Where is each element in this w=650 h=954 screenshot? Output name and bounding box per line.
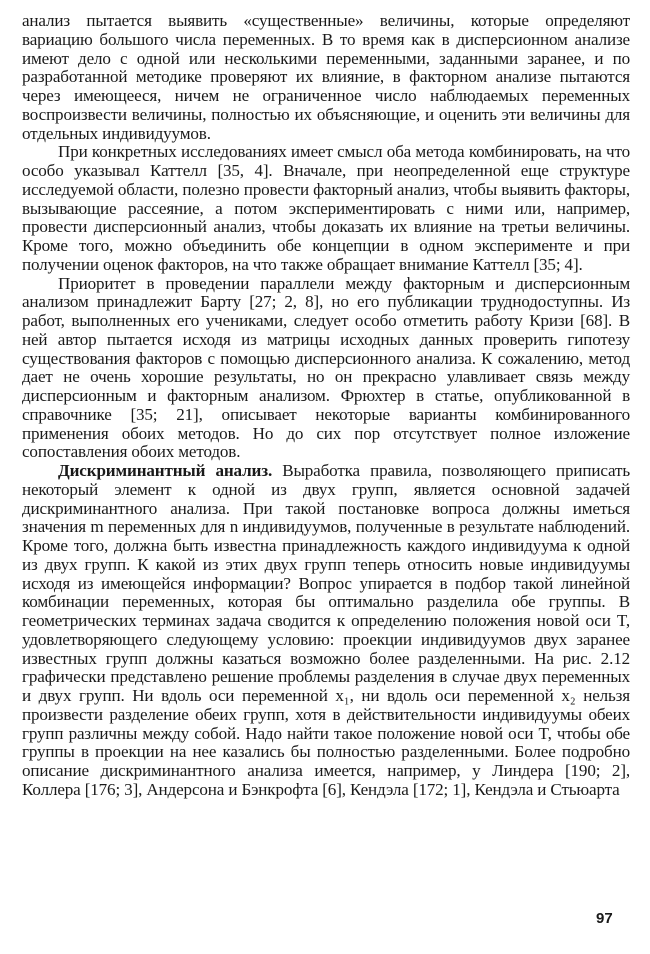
paragraph-discriminant-analysis — [22, 462, 630, 800]
paragraph-combining-methods: При конкретных исследованиях имеет смысл оба метода комбинировать, на что особо указывал Каттелл [35, 4]. Вначале, при неопределенной еще структуре исследуемой области, полезно провести факторный анализ, чтобы выявить факторы, вызывающие рассеяние, а потом экспериментировать с ними или, например, провести дисперсионный анализ, чтобы доказать их влияние на третьи величины. Кроме того, можно объединить обе концепции в одном эксперименте и при получении оценок факторов, на что также обращает внимание Каттелл [35; 4]. — [22, 142, 630, 274]
paragraph-factor-analysis-continuation: анализ пытается выявить «существенные» величины, которые определяют вариацию большого числа переменных. В то время как в дисперсионном анализе имеют дело с одной или несколькими переменными, заданными заранее, и по разработанной методике проверяют их влияние, в факторном анализе пытаются через имеющееся, ничем не ограниченное число наблюдаемых переменных воспроизвести величины, полностью их объясняющие, и оценить эти величины для отдельных индивидуумов. — [22, 11, 630, 143]
run-in-heading: Дискриминантный анализ. — [58, 461, 273, 480]
page-number: 97 — [596, 910, 613, 927]
paragraph-priority: Приоритет в проведении параллели между факторным и дисперсионным анализом принадлежит Барту [27; 2, 8], но его публикации труднодоступны. Из работ, выполненных его учениками, следует особо отметить работу Кризи [68]. В ней автор пытается исходя из матрицы исходных данных проверить гипотезу существования факторов с помощью дисперсионного анализа. К сожалению, метод дает не очень хорошие результаты, но он прекрасно улавливает связь между дисперсионным и факторным анализом. Фрюхтер в статье, опубликованной в справочнике [35; 21], описывает некоторые варианты комбинированного применения обоих методов. Но до сих пор отсутствует полное изложение сопоставления обоих методов. — [22, 273, 630, 462]
body-text — [22, 12, 630, 800]
paragraph-discriminant-text: Выработка правила, позволяющего приписать некоторый элемент к одной из двух групп, является основной задачей дискриминантного анализа. При такой постановке вопроса должны иметься значения m переменных для n индивидуумов, полученные в результате наблюдений. Кроме того, должна быть известна принадлежность каждого индивидуума к одной из двух групп. К какой из этих двух групп теперь относить новые индивидуумы исходя из имеющейся информации? Вопрос упирается в подбор такой линейной комбинации переменных, которая бы оптимально разделила обе группы. В геометрических терминах задача сводится к определению положения новой оси T, удовлетворяющего следующему условию: проекции индивидуумов двух заранее известных групп должны казаться возможно более разделенными. На рис. 2.12 графически представлено решение проблемы разделения в случае двух переменных и двух групп. Ни вдоль оси переменной x₁, ни вдоль оси переменной x₂ нельзя произвести разделение обеих групп, хотя в действительности индивидуумы обеих групп различны между собой. Надо найти такое положение новой оси T, чтобы обе группы в проекции на нее казались бы полностью разделенными. Более подробно описание дискриминантного анализа имеется, например, у Линдера [190; 2], Коллера [176; 3], Андерсона и Бэнкрофта [6], Кендэла [172; 1], Кендэла и Стьюарта — [22, 461, 630, 799]
